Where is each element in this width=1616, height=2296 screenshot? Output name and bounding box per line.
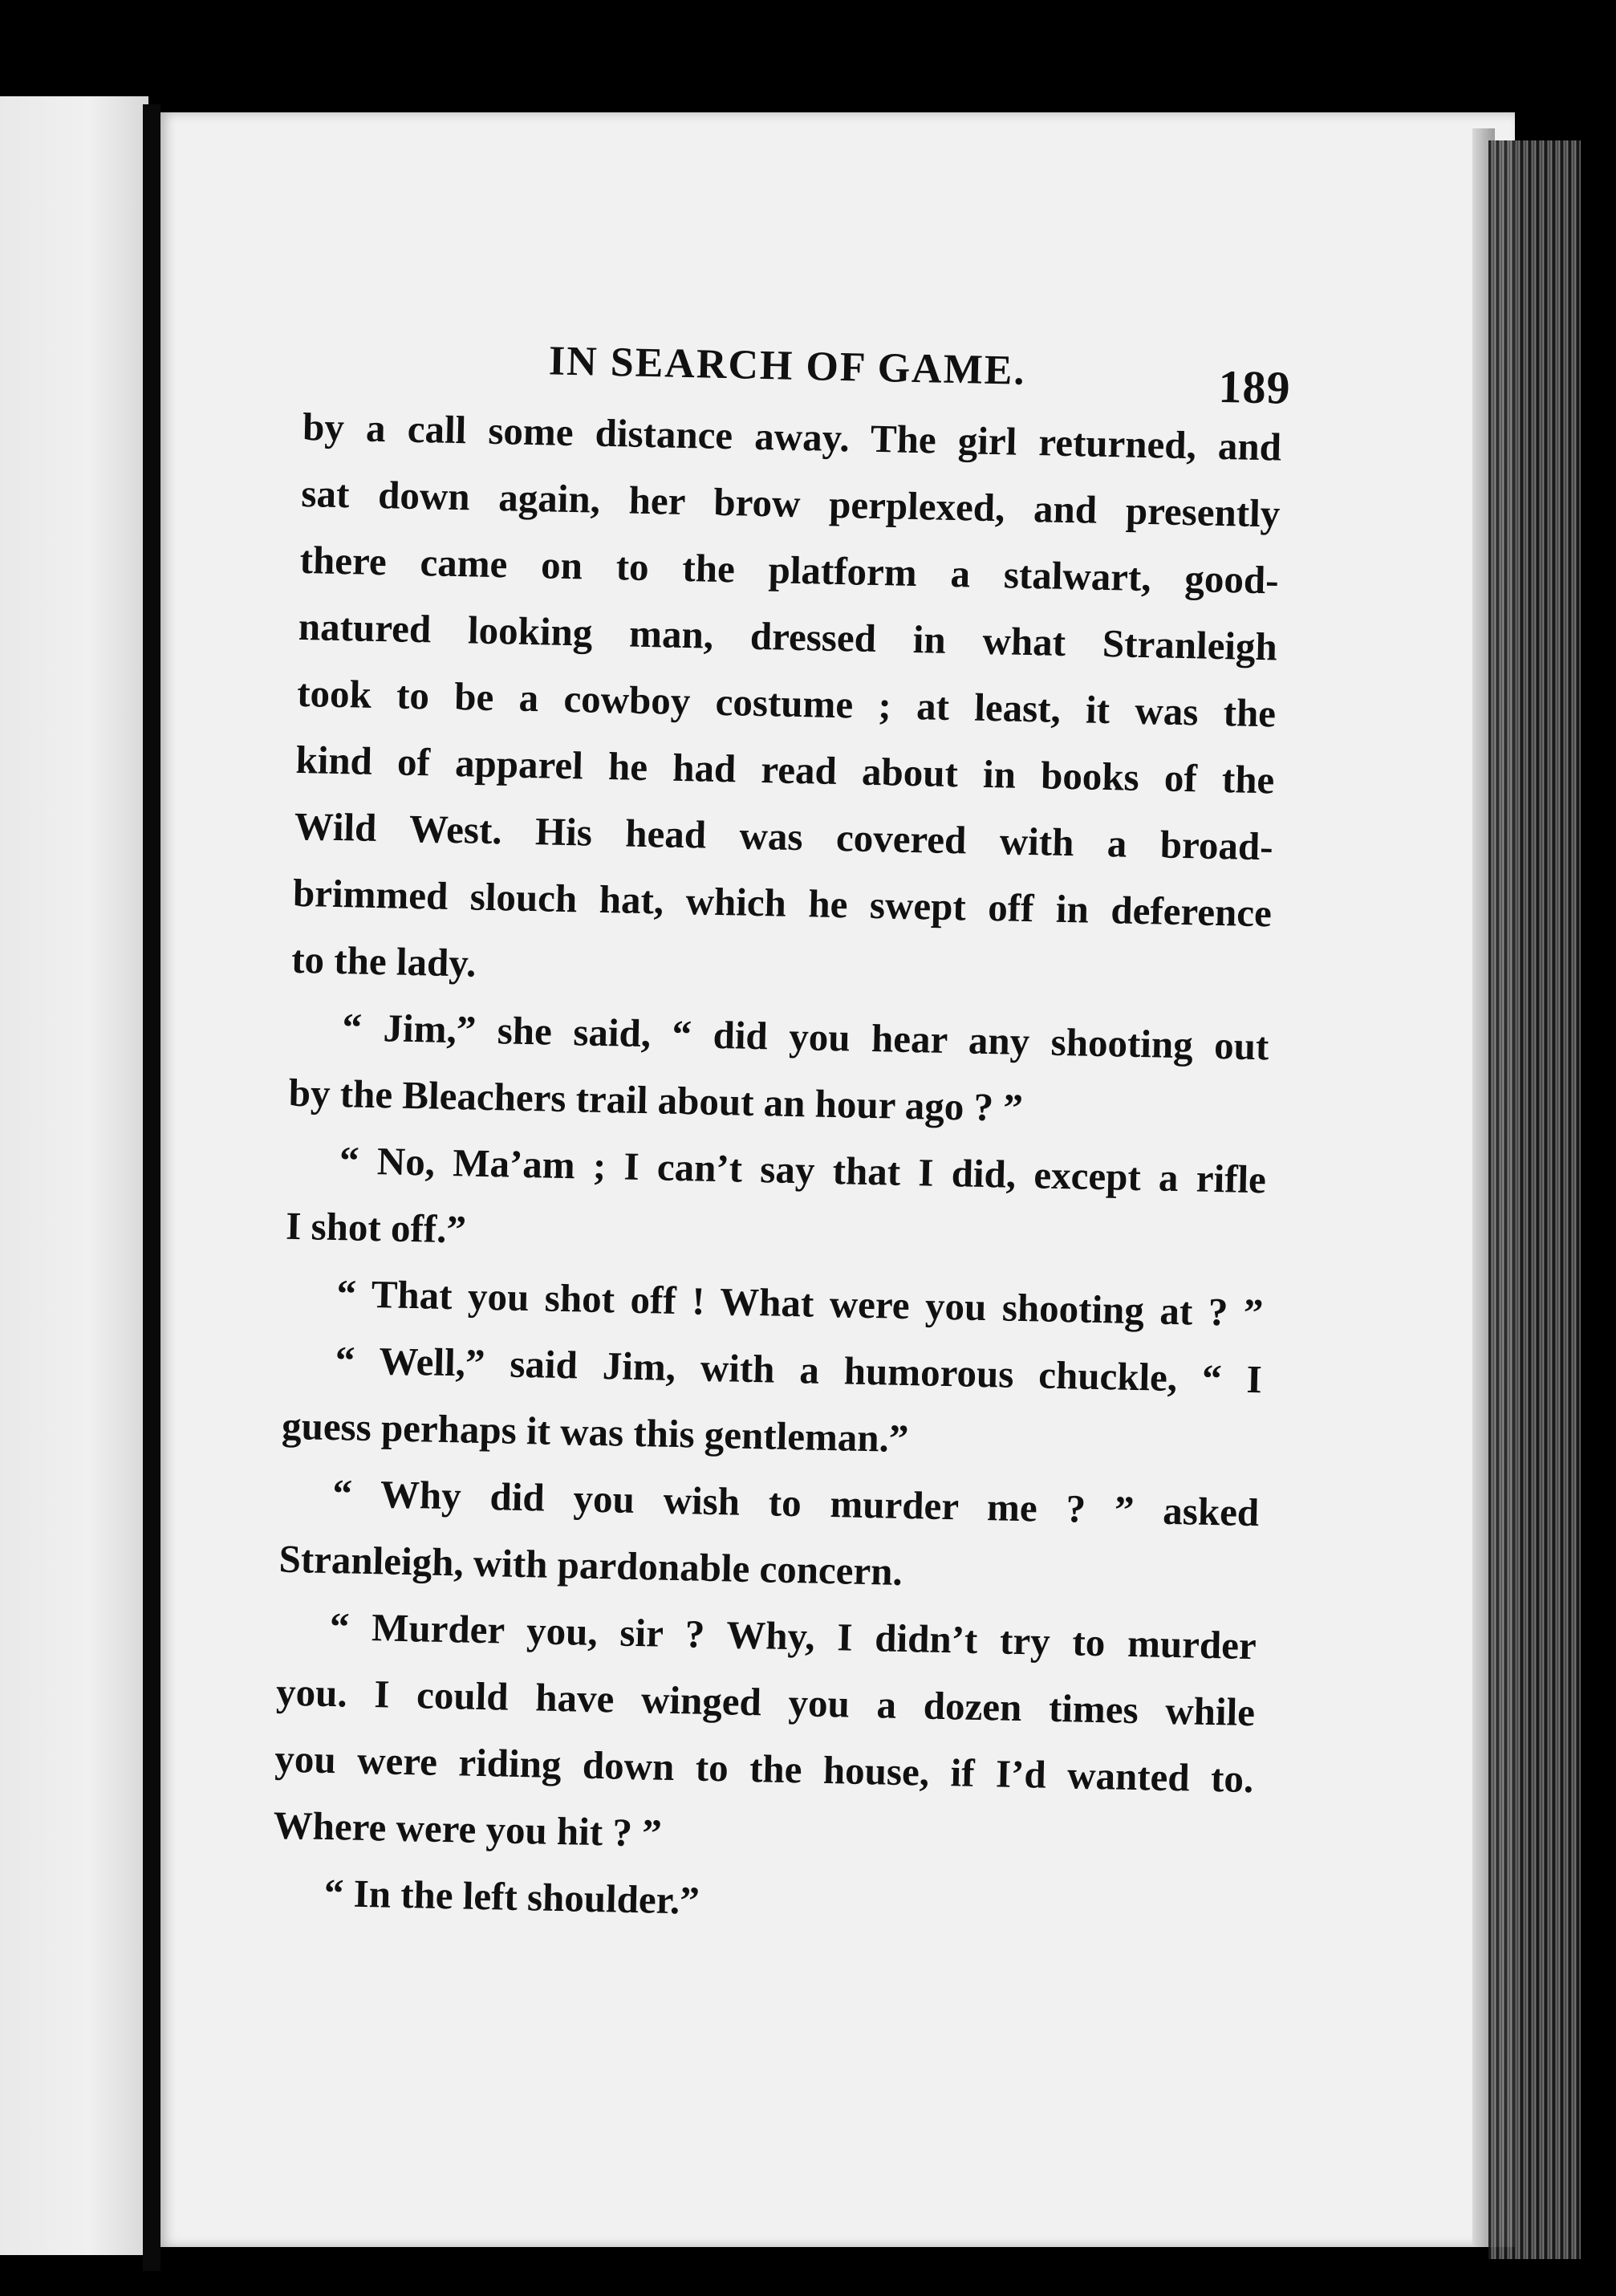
page-text-block [271,321,1308,1946]
text-line: Where were you hit ? ” [273,1802,663,1855]
text-line: to the lady. [290,937,477,985]
text-line: brimmed slouch hat, which he swept off in deference [292,870,1273,936]
body-text [271,393,1306,1946]
text-line: Wild West. His head was covered with a broad- [294,803,1274,869]
text-line: Stranleigh, with pardonable concern. [278,1536,903,1594]
text-line: “ No, Ma’am ; I can’t say that I did, except a rifle [339,1138,1267,1202]
text-line: by the Bleachers trail about an hour ago ? ” [288,1070,1024,1130]
page-edges [1488,140,1581,2259]
text-line: “ Jim,” she said, “ did you hear any shooting out [342,1005,1269,1069]
text-line: “ Murder you, sir ? Why, I didn’t try to murder [329,1604,1257,1668]
text-line: you were riding down to the house, if I’d wanted to. [274,1736,1254,1802]
text-line: “ Well,” said Jim, with a humorous chuckle, “ I [335,1338,1263,1402]
page-number: 189 [1217,360,1292,414]
running-head: IN SEARCH OF GAME. [548,338,1027,394]
text-line: natured looking man, dressed in what Stranleigh [298,603,1278,669]
text-line: sat down again, her brow perplexed, and presently [300,470,1281,536]
text-line: “ That you shot off ! What were you shooting at ? ” [336,1271,1264,1335]
book-gutter [143,104,160,2271]
text-line: you. I could have winged you a dozen times while [275,1669,1256,1735]
text-line: kind of apparel he had read about in books of the [294,737,1275,803]
text-line: there came on to the platform a stalwart, good- [299,537,1280,603]
left-page-fragment [0,96,148,2255]
text-line: “ In the left shoulder.” [323,1870,700,1923]
text-line: guess perhaps it was this gentleman.” [281,1403,909,1461]
text-line: by a call some distance away. The girl returned, and [302,404,1282,469]
text-line: “ Why did you wish to murder me ? ” asked [331,1471,1260,1535]
text-line: I shot off.” [285,1203,467,1252]
text-line: took to be a cowboy costume ; at least, it was the [296,670,1277,736]
